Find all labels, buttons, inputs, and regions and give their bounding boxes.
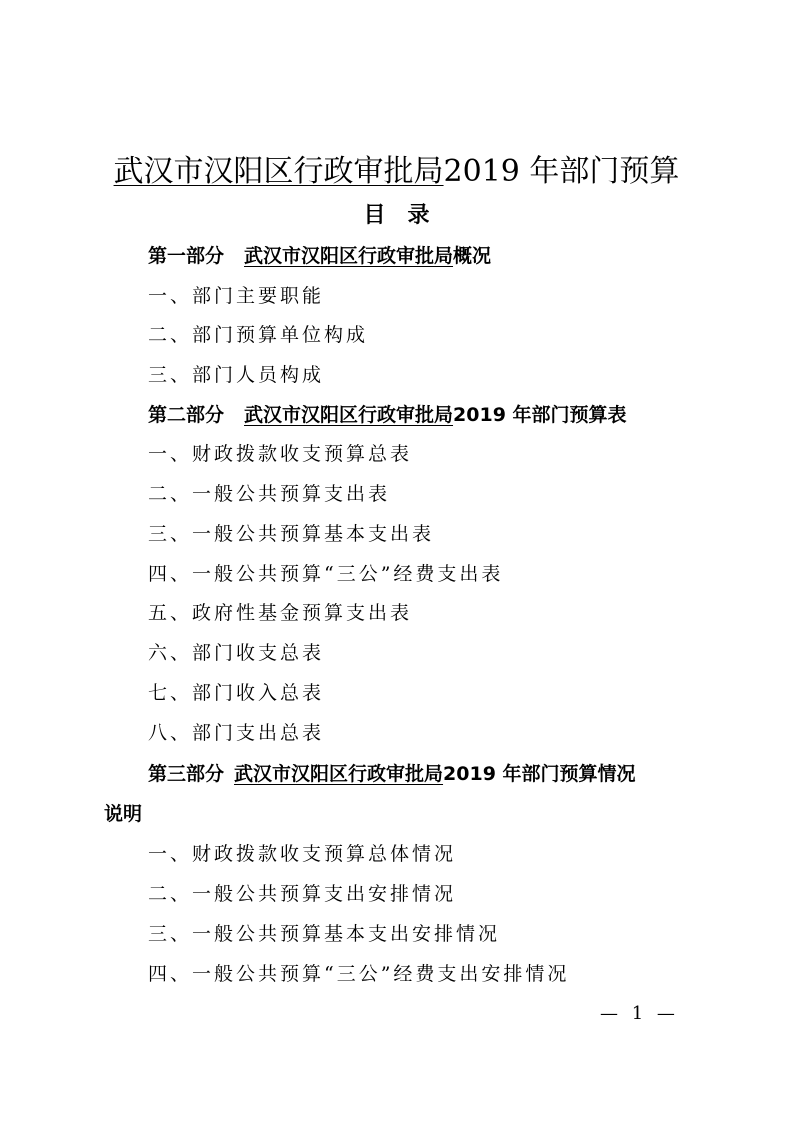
part1-item-1: 一、部门主要职能 bbox=[148, 285, 325, 307]
part2-item-3: 三、一般公共预算基本支出表 bbox=[148, 523, 435, 545]
part2-heading bbox=[148, 401, 627, 429]
part1-org: 武汉市汉阳区行政审批局 bbox=[244, 245, 454, 267]
part2-suffix: 2019 年部门预算表 bbox=[453, 404, 627, 426]
part1-item-3: 三、部门人员构成 bbox=[148, 364, 325, 386]
title-org-name: 武汉市汉阳区行政审批局 bbox=[113, 154, 444, 189]
part3-item-4: 四、一般公共预算“三公”经费支出安排情况 bbox=[148, 963, 570, 985]
page-number: — 1 — bbox=[600, 1003, 679, 1024]
part3-org: 武汉市汉阳区行政审批局 bbox=[234, 763, 444, 785]
part2-item-1: 一、财政拨款收支预算总表 bbox=[148, 443, 413, 465]
part2-org: 武汉市汉阳区行政审批局 bbox=[244, 404, 454, 426]
part3-label: 第三部分 bbox=[148, 763, 225, 785]
part1-label: 第一部分 bbox=[148, 245, 225, 267]
part1-suffix: 概况 bbox=[453, 245, 492, 267]
toc-heading: 目录 bbox=[363, 203, 452, 228]
document-title bbox=[0, 150, 793, 194]
part1-item-2: 二、部门预算单位构成 bbox=[148, 324, 369, 346]
part3-heading-continuation: 说明 bbox=[104, 803, 143, 825]
part3-item-1: 一、财政拨款收支预算总体情况 bbox=[148, 843, 457, 865]
part2-item-7: 七、部门收入总表 bbox=[148, 682, 325, 704]
part3-suffix: 2019 年部门预算情况 bbox=[443, 763, 636, 785]
part3-heading bbox=[148, 760, 636, 788]
part2-item-2: 二、一般公共预算支出表 bbox=[148, 483, 391, 505]
part2-item-4: 四、一般公共预算“三公”经费支出表 bbox=[148, 563, 504, 585]
title-suffix: 2019 年部门预算 bbox=[443, 154, 680, 189]
part3-item-3: 三、一般公共预算基本支出安排情况 bbox=[148, 923, 501, 945]
part2-item-8: 八、部门支出总表 bbox=[148, 722, 325, 744]
part3-item-2: 二、一般公共预算支出安排情况 bbox=[148, 883, 457, 905]
part1-heading bbox=[148, 242, 491, 270]
part2-item-6: 六、部门收支总表 bbox=[148, 642, 325, 664]
part2-item-5: 五、政府性基金预算支出表 bbox=[148, 602, 413, 624]
part2-label: 第二部分 bbox=[148, 404, 225, 426]
